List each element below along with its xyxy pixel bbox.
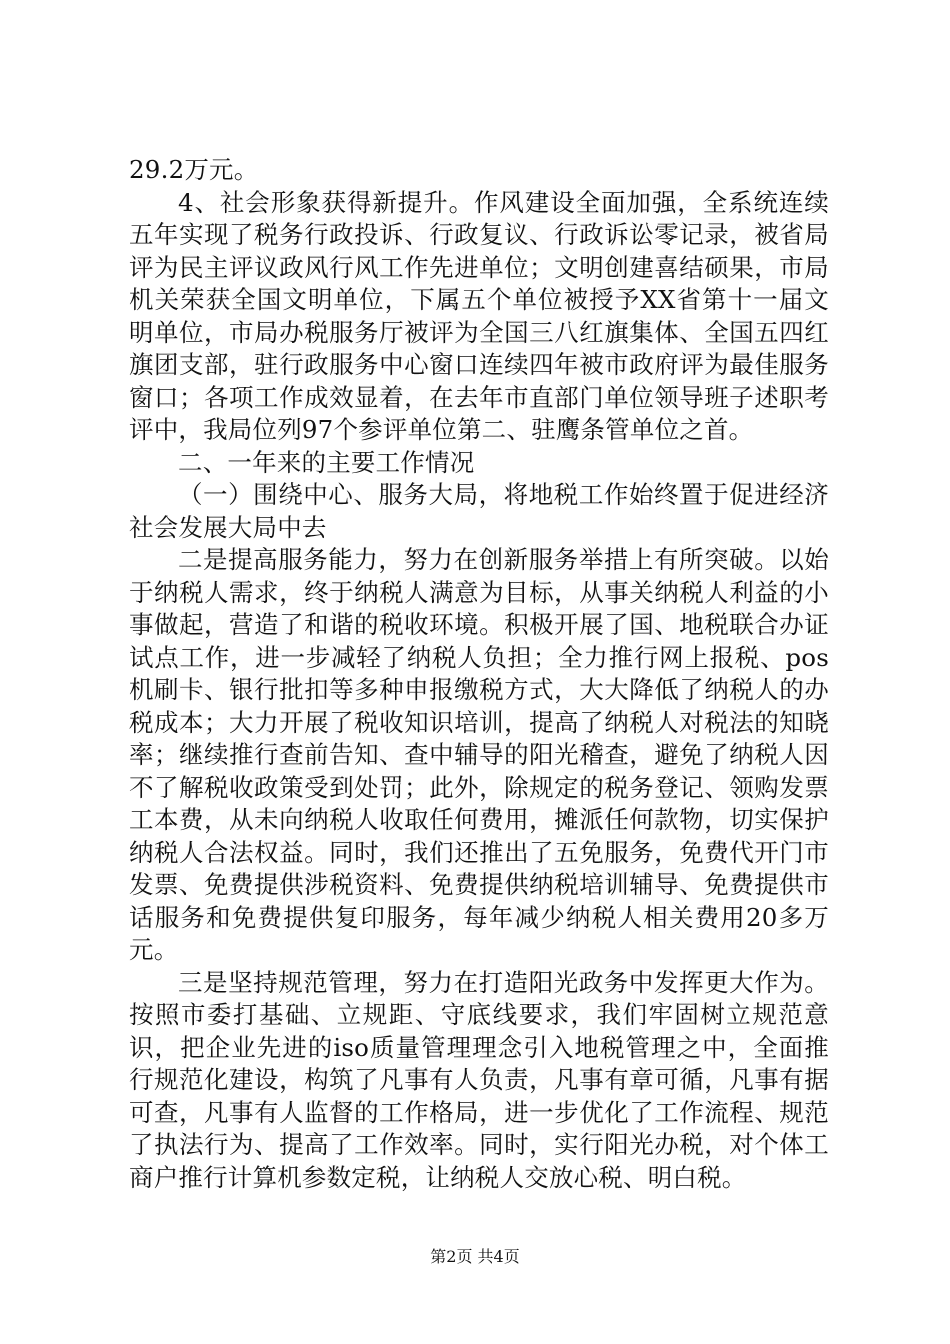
section-heading-main-work: 二、一年来的主要工作情况 [178, 447, 475, 477]
paragraph-social-image: 4、社会形象获得新提升。作风建设全面加强，全系统连续五年实现了税务行政投诉、行政复议、行政诉讼零记录，被省局评为民主评议政风行风工作先进单位；文明创建喜结硕果，市局机关荣获全国文明单位，下属五个单位被授予XX省第十一届文明单位，市局办税服务厅被评为全国三八红旗集体、全国五四红旗团支部，驻行政服务中心窗口连续四年被市政府评为最佳服务窗口；各项工作成效显着，在去年市直部门单位领导班子述职考评中，我局位列97个参评单位第二、驻鹰条管单位之首。 [129, 187, 829, 444]
paragraph-continuation: 29.2万元。 [129, 155, 259, 184]
page-footer: 第2页 共4页 [430, 1247, 520, 1266]
paragraph-standard-management: 三是坚持规范管理，努力在打造阳光政务中发挥更大作为。按照市委打基础、立规距、守底线要求，我们牢固树立规范意识，把企业先进的iso质量管理理念引入地税管理之中，全面推行规范化建设，构筑了凡事有人负责，凡事有章可循，凡事有据可查，凡事有人监督的工作格局，进一步优化了工作流程、规范了执法行为、提高了工作效率。同时，实行阳光办税，对个体工商户推行计算机参数定税，让纳税人交放心税、明白税。 [129, 967, 829, 1192]
subsection-heading-one: （一）围绕中心、服务大局，将地税工作始终置于促进经济社会发展大局中去 [129, 480, 829, 542]
paragraph-service-capacity: 二是提高服务能力，努力在创新服务举措上有所突破。以始于纳税人需求，终于纳税人满意为目标，从事关纳税人利益的小事做起，营造了和谐的税收环境。积极开展了国、地税联合办证试点工作，进一步减轻了纳税人负担；全力推行网上报税、pos机刷卡、银行批扣等多种申报缴税方式，大大降低了纳税人的办税成本；大力开展了税收知识培训，提高了纳税人对税法的知晓率；继续推行查前告知、查中辅导的阳光稽查，避免了纳税人因不了解税收政策受到处罚；此外，除规定的税务登记、领购发票工本费，从未向纳税人收取任何费用，摊派任何款物，切实保护纳税人合法权益。同时，我们还推出了五免服务，免费代开门市发票、免费提供涉税资料、免费提供纳税培训辅导、免费提供市话服务和免费提供复印服务，每年减少纳税人相关费用20多万元。 [129, 545, 829, 964]
document-body [129, 154, 829, 1194]
